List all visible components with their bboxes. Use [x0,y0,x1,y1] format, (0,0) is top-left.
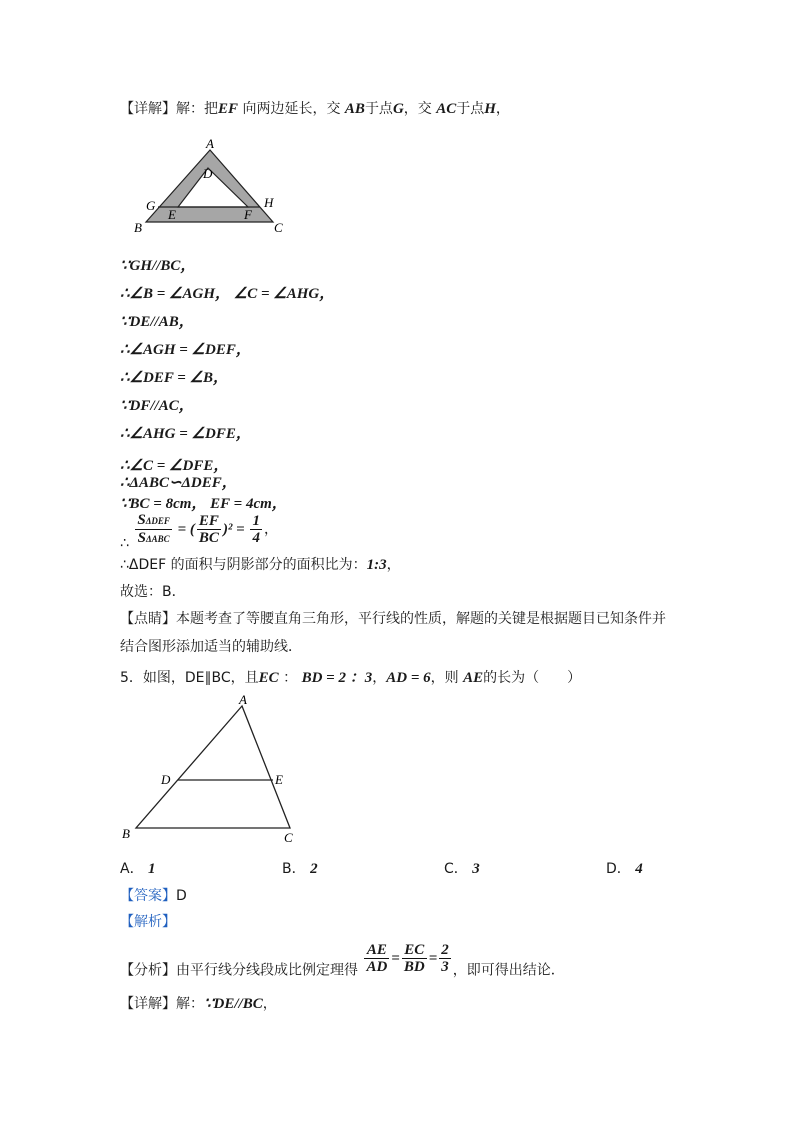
text: ， [263,521,278,538]
fraction-two-thirds [439,942,451,975]
fraction-ec-bd [402,942,427,975]
comment-line-1: 【点睛】本题考查了等腰直角三角形，平行线的性质，解题的关键是根据题目已知条件并 [120,611,666,627]
ratio-value: 1:3 [366,557,387,573]
text: ， [372,670,387,686]
subscript-def: ΔDEF [145,516,170,526]
comment-line-2: 结合图形添加适当的辅助线． [120,639,302,655]
math-ac: AC [436,101,457,117]
fraction-area [135,512,172,547]
text: ∴ΔDEF 的面积与阴影部分的面积比为： [120,557,367,573]
numerator-ec: EC [402,942,427,959]
answer-label: 【答案】 [120,888,176,904]
option-letter: B． [282,861,306,877]
s-symbol: S [137,530,146,546]
option-b[interactable] [282,858,318,878]
numerator-one: 1 [252,513,260,529]
option-letter: A． [120,861,144,877]
text: 【详解】解：把 [120,101,218,117]
numerator-ae: AE [364,942,389,959]
label-d: D [161,772,171,787]
numerator-ef: EF [198,513,219,529]
text: 5．如图，DE∥BC，且 [120,670,259,686]
label-h: H [264,195,274,210]
step-line: ∵BC = 8cm， EF = 4cm， [120,496,287,512]
triangle-abc [136,706,290,828]
math-expr: ∵DE//BC [204,996,263,1012]
question-5 [120,668,581,688]
text: ， [495,101,510,117]
math-g: G [392,101,404,117]
text: 的长为（ ） [483,670,582,686]
squared-equals: )² = [222,521,249,538]
analysis-label: 【解析】 [120,914,176,930]
fraction-ae-ad [364,942,389,975]
denominator-four: 4 [252,530,260,546]
option-d[interactable] [606,858,643,878]
option-value: 1 [148,861,156,877]
label-b: B [134,220,142,235]
label-f: F [244,207,252,222]
equals: = [428,950,438,967]
choice-line: 故选：B． [120,584,186,600]
option-c[interactable] [444,858,480,878]
math-ec: EC [258,670,279,686]
step-line: ∵DF//AC， [120,398,194,414]
answer-line [120,886,187,906]
option-value: 3 [472,861,480,877]
label-d: D [203,166,213,181]
step-line: ∴∠AHG = ∠DFE， [120,426,251,442]
text: ： [278,670,302,686]
step-line: ∴∠DEF = ∠B， [120,370,229,386]
step-line: ∵DE//AB， [120,314,194,330]
label-a: A [206,136,214,151]
solution-intro [120,99,510,119]
text: ，则 [430,670,464,686]
text: 【详解】解： [120,996,204,1012]
step-line: ∴∠C = ∠DFE， [120,458,229,474]
option-a[interactable] [120,858,156,878]
fraction-one-fourth [250,513,262,546]
label-c: C [284,830,293,845]
label-e: E [275,772,283,787]
option-letter: D． [606,861,631,877]
text: ， [386,557,401,573]
step-line: ∵GH//BC， [120,258,196,274]
math-ef: EF [218,101,239,117]
step-line: ∴ΔABC∽ΔDEF， [120,475,237,491]
fenxi-line [120,942,565,979]
text: ， [262,996,277,1012]
s-symbol: S [137,512,146,528]
text: 于点 [456,101,485,117]
area-ratio-formula [120,512,278,552]
label-g: G [146,198,156,213]
text: 【分析】由平行线分线段成比例定理得 [120,962,358,979]
text: 向两边延长，交 [238,101,345,117]
option-value: 4 [635,861,643,877]
step-line: ∴∠B = ∠AGH， ∠C = ∠AHG， [120,286,335,302]
area-line [120,555,401,575]
subscript-abc: ΔABC [145,534,170,544]
label-e: E [168,207,176,222]
denominator-three: 3 [441,959,449,975]
label-b: B [122,826,130,841]
label-a: A [239,692,247,707]
triangle-figure-1 [128,136,298,236]
final-line [120,994,277,1014]
answer-value: D [176,888,187,904]
numerator-two: 2 [441,942,449,958]
math-ae: AE [463,670,484,686]
math-ab: AB [344,101,365,117]
equals: = [391,950,400,967]
math-h: H [484,101,496,117]
label-c: C [274,220,283,235]
math-ratio: BD = 2 ：3 [301,670,373,686]
step-line: ∴∠AGH = ∠DEF， [120,342,251,358]
option-value: 2 [310,861,318,877]
math-ad: AD = 6 [386,670,431,686]
denominator-ad: AD [366,959,388,975]
triangle-figure-2 [118,692,308,852]
text: ，交 [403,101,437,117]
text: 于点 [364,101,393,117]
equals: = ( [173,521,195,538]
text: ，即可得出结论． [452,962,565,979]
denominator-bd: BD [403,959,425,975]
therefore-symbol: ∴ [120,535,129,552]
denominator-bc: BC [198,530,219,546]
fraction-ef-bc [197,513,221,546]
option-letter: C． [444,861,468,877]
